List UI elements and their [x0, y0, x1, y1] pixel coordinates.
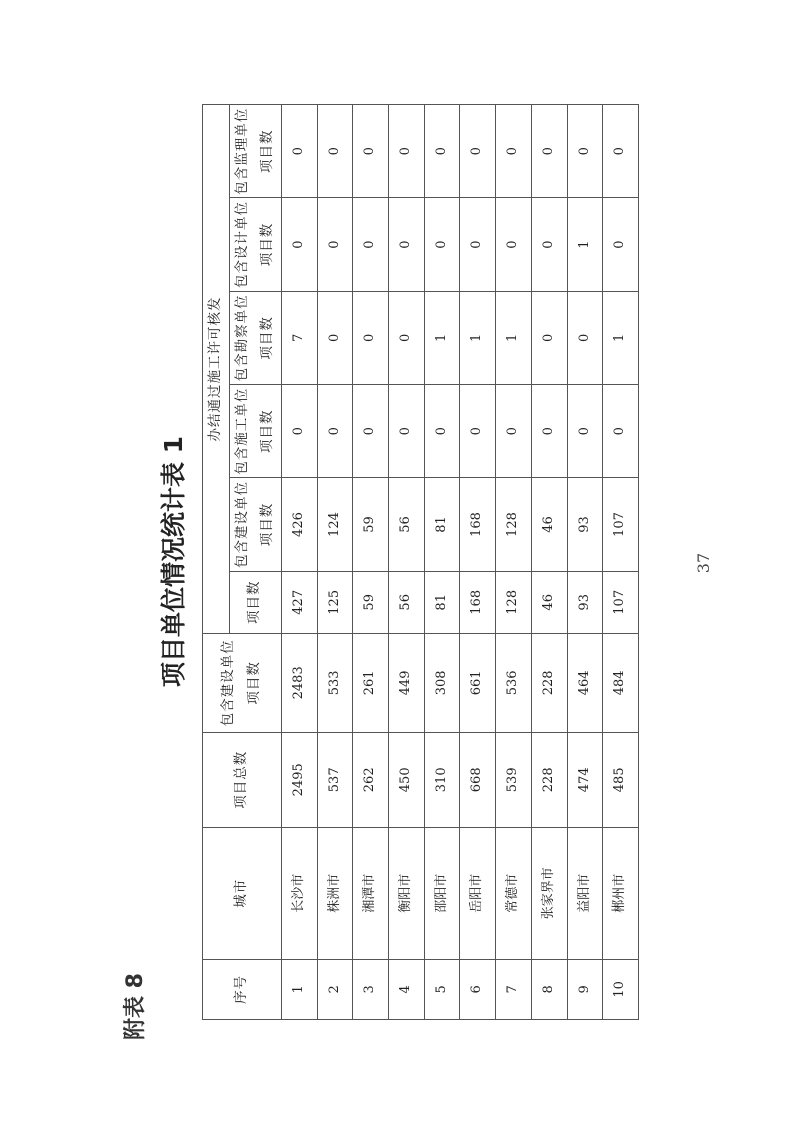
page-title: 项目单位情况统计表 1 [159, 435, 188, 688]
cell-city: 岳阳市 [460, 827, 496, 959]
cell-total: 262 [353, 732, 389, 827]
cell-permit-projects: 128 [496, 571, 532, 633]
cell-permit-supervision: 0 [496, 105, 532, 198]
header-city: 城市 [203, 827, 282, 959]
cell-index: 7 [496, 959, 532, 1019]
table-row [317, 105, 353, 1020]
cell-index: 1 [281, 959, 317, 1019]
cell-permit-design: 0 [353, 198, 389, 291]
cell-index: 2 [317, 959, 353, 1019]
cell-total: 2495 [281, 732, 317, 827]
table-row [567, 105, 603, 1020]
cell-permit-supervision: 0 [603, 105, 639, 198]
cell-index: 5 [424, 959, 460, 1019]
cell-construction: 661 [460, 633, 496, 732]
cell-permit-construction: 426 [281, 478, 317, 571]
cell-permit-projects: 56 [389, 571, 425, 633]
cell-index: 8 [531, 959, 567, 1019]
cell-permit-design: 0 [460, 198, 496, 291]
header-permit-survey: 包含勘察单位项目数 [229, 291, 281, 384]
cell-permit-contractor: 0 [531, 385, 567, 478]
cell-permit-design: 0 [531, 198, 567, 291]
cell-total: 485 [603, 732, 639, 827]
cell-permit-projects: 93 [567, 571, 603, 633]
header-permit-construction: 包含建设单位项目数 [229, 478, 281, 571]
cell-permit-supervision: 0 [531, 105, 567, 198]
table-row [281, 105, 317, 1020]
cell-permit-construction: 59 [353, 478, 389, 571]
cell-permit-supervision: 0 [460, 105, 496, 198]
cell-city: 益阳市 [567, 827, 603, 959]
cell-total: 539 [496, 732, 532, 827]
cell-permit-construction: 124 [317, 478, 353, 571]
cell-permit-survey: 7 [281, 291, 317, 384]
cell-total: 450 [389, 732, 425, 827]
cell-construction: 484 [603, 633, 639, 732]
cell-permit-survey: 0 [567, 291, 603, 384]
cell-permit-contractor: 0 [603, 385, 639, 478]
cell-city: 株洲市 [317, 827, 353, 959]
table-body [281, 105, 638, 1020]
cell-permit-contractor: 0 [281, 385, 317, 478]
header-index: 序号 [203, 959, 282, 1019]
cell-permit-design: 0 [317, 198, 353, 291]
cell-permit-survey: 0 [389, 291, 425, 384]
cell-permit-contractor: 0 [567, 385, 603, 478]
cell-permit-projects: 125 [317, 571, 353, 633]
table-header [203, 105, 282, 1020]
cell-permit-contractor: 0 [389, 385, 425, 478]
header-construction-unit-projects: 包含建设单位项目数 [203, 633, 282, 732]
cell-permit-projects: 168 [460, 571, 496, 633]
header-permit-projects: 项目数 [229, 571, 281, 633]
cell-permit-design: 0 [496, 198, 532, 291]
cell-permit-supervision: 0 [353, 105, 389, 198]
cell-permit-projects: 59 [353, 571, 389, 633]
header-permit-contractor: 包含施工单位项目数 [229, 385, 281, 478]
cell-permit-projects: 107 [603, 571, 639, 633]
table-row [603, 105, 639, 1020]
cell-permit-survey: 0 [531, 291, 567, 384]
cell-permit-construction: 93 [567, 478, 603, 571]
appendix-label: 附表 8 [123, 973, 148, 1040]
table-row [389, 105, 425, 1020]
cell-permit-supervision: 0 [317, 105, 353, 198]
cell-city: 湘潭市 [353, 827, 389, 959]
table-row [531, 105, 567, 1020]
cell-construction: 464 [567, 633, 603, 732]
cell-total: 228 [531, 732, 567, 827]
cell-construction: 2483 [281, 633, 317, 732]
cell-index: 4 [389, 959, 425, 1019]
cell-construction: 449 [389, 633, 425, 732]
cell-construction: 308 [424, 633, 460, 732]
header-total-projects: 项目总数 [203, 732, 282, 827]
table-row [460, 105, 496, 1020]
cell-permit-survey: 0 [353, 291, 389, 384]
cell-construction: 261 [353, 633, 389, 732]
cell-total: 668 [460, 732, 496, 827]
header-permit-design: 包含设计单位项目数 [229, 198, 281, 291]
cell-city: 邵阳市 [424, 827, 460, 959]
header-permit-supervision: 包含监理单位项目数 [229, 105, 281, 198]
table-row [353, 105, 389, 1020]
cell-permit-supervision: 0 [389, 105, 425, 198]
cell-permit-contractor: 0 [424, 385, 460, 478]
cell-permit-contractor: 0 [353, 385, 389, 478]
cell-permit-construction: 46 [531, 478, 567, 571]
cell-permit-construction: 128 [496, 478, 532, 571]
cell-permit-survey: 1 [603, 291, 639, 384]
cell-permit-survey: 1 [460, 291, 496, 384]
cell-permit-construction: 56 [389, 478, 425, 571]
cell-permit-supervision: 0 [281, 105, 317, 198]
cell-city: 张家界市 [531, 827, 567, 959]
cell-permit-construction: 81 [424, 478, 460, 571]
cell-permit-design: 0 [424, 198, 460, 291]
cell-permit-construction: 168 [460, 478, 496, 571]
cell-permit-projects: 427 [281, 571, 317, 633]
cell-permit-contractor: 0 [496, 385, 532, 478]
table-row [424, 105, 460, 1020]
cell-permit-supervision: 0 [424, 105, 460, 198]
cell-permit-design: 0 [281, 198, 317, 291]
cell-permit-survey: 1 [424, 291, 460, 384]
cell-permit-supervision: 0 [567, 105, 603, 198]
cell-construction: 228 [531, 633, 567, 732]
cell-permit-design: 1 [567, 198, 603, 291]
cell-permit-design: 0 [603, 198, 639, 291]
cell-permit-construction: 107 [603, 478, 639, 571]
cell-permit-design: 0 [389, 198, 425, 291]
cell-city: 衡阳市 [389, 827, 425, 959]
cell-permit-projects: 46 [531, 571, 567, 633]
cell-city: 常德市 [496, 827, 532, 959]
cell-total: 474 [567, 732, 603, 827]
cell-total: 537 [317, 732, 353, 827]
cell-permit-survey: 1 [496, 291, 532, 384]
cell-permit-projects: 81 [424, 571, 460, 633]
project-unit-stats-table [202, 104, 639, 1020]
cell-permit-contractor: 0 [460, 385, 496, 478]
cell-construction: 533 [317, 633, 353, 732]
cell-index: 9 [567, 959, 603, 1019]
page-number: 37 [694, 552, 713, 574]
table-row [496, 105, 532, 1020]
cell-index: 10 [603, 959, 639, 1019]
cell-city: 长沙市 [281, 827, 317, 959]
cell-total: 310 [424, 732, 460, 827]
cell-permit-contractor: 0 [317, 385, 353, 478]
cell-city: 郴州市 [603, 827, 639, 959]
cell-construction: 536 [496, 633, 532, 732]
cell-permit-survey: 0 [317, 291, 353, 384]
cell-index: 3 [353, 959, 389, 1019]
cell-index: 6 [460, 959, 496, 1019]
header-permit-group: 办结通过施工许可核发 [203, 105, 230, 634]
